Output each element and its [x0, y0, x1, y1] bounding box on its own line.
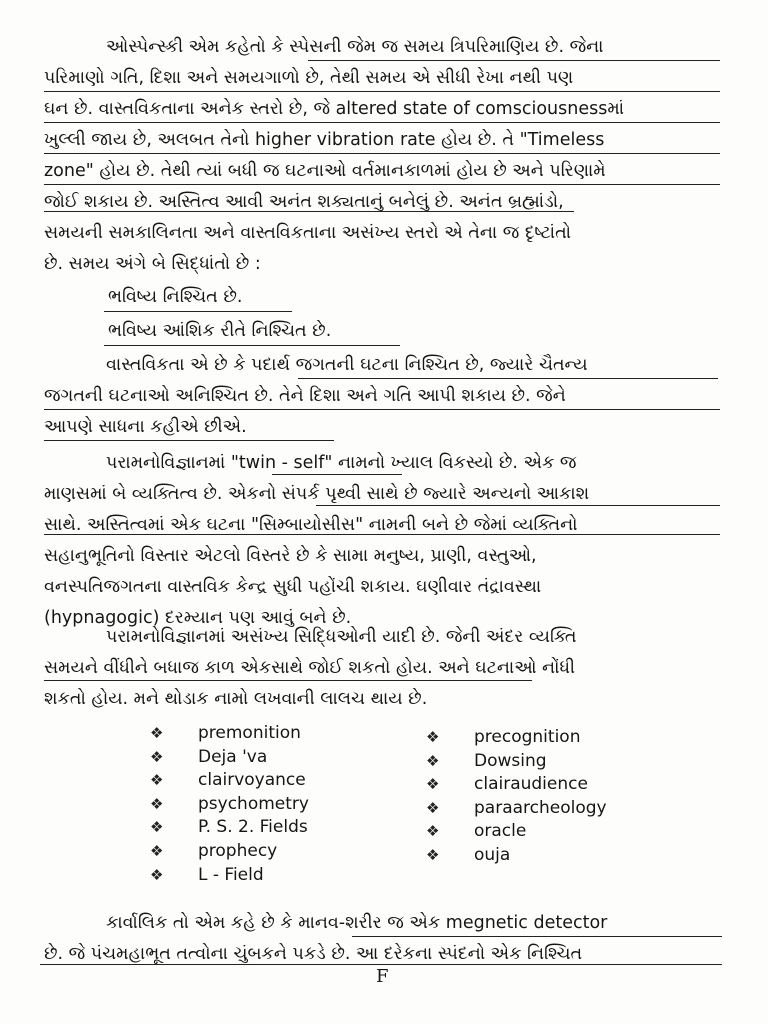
diamond-bullet-icon: ❖: [426, 822, 440, 841]
diamond-bullet-icon: ❖: [150, 865, 164, 884]
text-line: પરામનોવિજ્ઞાનમાં અસંખ્ય સિદ્ધિઓની યાદી છે. જેની અંદર વ્યક્તિ: [106, 627, 577, 647]
list-item: ❖ oracle: [426, 820, 607, 844]
pen-underline: [44, 211, 574, 212]
text-line: સમયની સમકાલિનતા અને વાસ્તવિકતાના અસંખ્ય સ્તરો એ તેના જ દૃષ્ટાંતો: [44, 223, 572, 243]
text-line: વાસ્તવિકતા એ છે કે પદાર્થ જગતની ઘટના નિશ્ચિત છે, જ્યારે ચૈતન્ય: [106, 355, 588, 375]
text-line: સાથે. અસ્તિત્વમાં એક ઘટના "સિમ્બાયોસીસ" નામની બને છે જેમાં વ્યક્તિનો: [44, 515, 578, 535]
diamond-bullet-icon: ❖: [426, 728, 440, 746]
list-item: ❖ precognition: [426, 726, 607, 750]
diamond-bullet-icon: ❖: [426, 798, 440, 817]
paragraph-time-dimensions: [44, 32, 716, 280]
siddhi-list-left: [150, 722, 309, 887]
text-line: સહાનુભૂતિનો વિસ્તાર એટલો વિસ્તરે છે કે સામા મનુષ્ય, પ્રાણી, વસ્તુઓ,: [44, 546, 537, 566]
list-item: ❖ Dowsing: [426, 750, 607, 774]
pen-underline: [44, 122, 720, 123]
list-item: ❖ psychometry: [150, 793, 309, 817]
text-line: પરામનોવિજ્ઞાનમાં "twin - self" નામનો ખ્યાલ વિકસ્યો છે. એક જ: [106, 453, 577, 473]
list-item: ❖ clairaudience: [426, 773, 607, 797]
text-line: આપણે સાધના કહીએ છીએ.: [44, 417, 247, 437]
diamond-bullet-icon: ❖: [150, 794, 164, 813]
text-line: જગતની ઘટનાઓ અનિશ્ચિત છે. તેને દિશા અને ગતિ આપી શકાય છે. જેને: [44, 386, 566, 406]
text-line: છે. જે પંચમહાભૂત તત્વોના ચુંબકને પકડે છે. આ દરેકના સ્પંદનો એક નિશ્ચિત: [44, 944, 583, 964]
pen-underline: [40, 964, 722, 965]
list-item: ❖ Deja 'va: [150, 746, 309, 770]
text-line: zone" હોય છે. તેથી ત્યાં બધી જ ઘટનાઓ વર્તમાનકાળમાં હોય છે અને પરિણામે: [44, 161, 606, 181]
paragraph-siddhis: [44, 622, 716, 715]
diamond-bullet-icon: ❖: [150, 771, 164, 790]
paragraph-reality: [44, 350, 716, 443]
text-line: પરિમાણો ગતિ, દિશા અને સમયગાળો છે, તેથી સમય એ સીધી રેખા નથી પણ: [44, 68, 574, 88]
diamond-bullet-icon: ❖: [426, 751, 440, 770]
text-line: ઘન છે. વાસ્તવિકતાના અનેક સ્તરો છે, જે altered state of comsciousnessમાં: [44, 99, 624, 119]
list-item: ❖ prophecy: [150, 840, 309, 864]
pen-underline: [44, 184, 720, 185]
text-line: જોઈ શકાય છે. અસ્તિત્વ આવી અનંત શક્યતાનું બનેલું છે. અનંત બ્રહ્માંડો,: [44, 192, 564, 212]
list-item: ❖ paraarcheology: [426, 797, 607, 821]
text-line: વનસ્પતિજગતના વાસ્તવિક કેન્દ્ર સુધી પહોંચી શકાય. ઘણીવાર તંદ્રાવસ્થા: [44, 577, 542, 597]
text-line: (hypnagogic) દરમ્યાન પણ આવું બને છે.: [44, 608, 352, 628]
pen-underline: [44, 534, 720, 535]
pen-underline: [298, 378, 718, 379]
diamond-bullet-icon: ❖: [150, 724, 164, 742]
pen-underline: [44, 409, 720, 410]
page-mark: F: [376, 966, 389, 987]
pen-underline: [104, 345, 400, 346]
text-line: સમયને વીંધીને બધાજ કાળ એકસાથે જોઈ શકતો હોય. અને ઘટનાઓ નોંધી: [44, 658, 575, 678]
text-line: ઓસ્પેન્સ્કી એમ કહેતો કે સ્પેસની જેમ જ સમય ત્રિપરિમાણિય છે. જેના: [106, 37, 604, 57]
list-item: ❖ P. S. 2. Fields: [150, 816, 309, 840]
pen-underline: [44, 91, 720, 92]
pen-underline: [352, 936, 722, 937]
paragraph-twin-self: [44, 448, 716, 634]
list-item: ❖ clairvoyance: [150, 769, 309, 793]
diamond-bullet-icon: ❖: [426, 775, 440, 794]
pen-underline: [308, 60, 720, 61]
axiom-future-partly-fixed: ભવિષ્ય આંશિક રીતે નિશ્ચિત છે.: [108, 321, 332, 341]
list-item: ❖ ouja: [426, 844, 607, 868]
diamond-bullet-icon: ❖: [150, 841, 164, 860]
pen-underline: [272, 474, 402, 475]
pen-underline: [44, 153, 720, 154]
text-line: છે. સમય અંગે બે સિદ્ધાંતો છે :: [44, 254, 261, 274]
pen-underline: [104, 311, 292, 312]
list-item: ❖ L - Field: [150, 864, 309, 888]
pen-underline: [44, 680, 532, 681]
pen-underline: [316, 505, 720, 506]
text-line: ખુલ્લી જાય છે, અલબત તેનો higher vibration rate હોય છે. તે "Timeless: [44, 130, 605, 150]
text-line: શકતો હોય. મને થોડાક નામો લખવાની લાલચ થાય છે.: [44, 689, 428, 709]
diamond-bullet-icon: ❖: [426, 845, 440, 864]
pen-underline: [44, 440, 334, 441]
siddhi-list-right: [426, 726, 607, 868]
paragraph-magnetic-detector: [44, 908, 716, 970]
list-item: ❖ premonition: [150, 722, 309, 746]
text-line: માણસમાં બે વ્યક્તિત્વ છે. એકનો સંપર્ક પૃથ્વી સાથે છે જ્યારે અન્યનો આકાશ: [44, 484, 590, 504]
diamond-bullet-icon: ❖: [150, 818, 164, 837]
diamond-bullet-icon: ❖: [150, 747, 164, 766]
text-line: કાર્વાલિક તો એમ કહે છે કે માનવ-શરીર જ એક megnetic detector: [106, 913, 608, 933]
axiom-future-fixed: ભવિષ્ય નિશ્ચિત છે.: [108, 287, 243, 307]
